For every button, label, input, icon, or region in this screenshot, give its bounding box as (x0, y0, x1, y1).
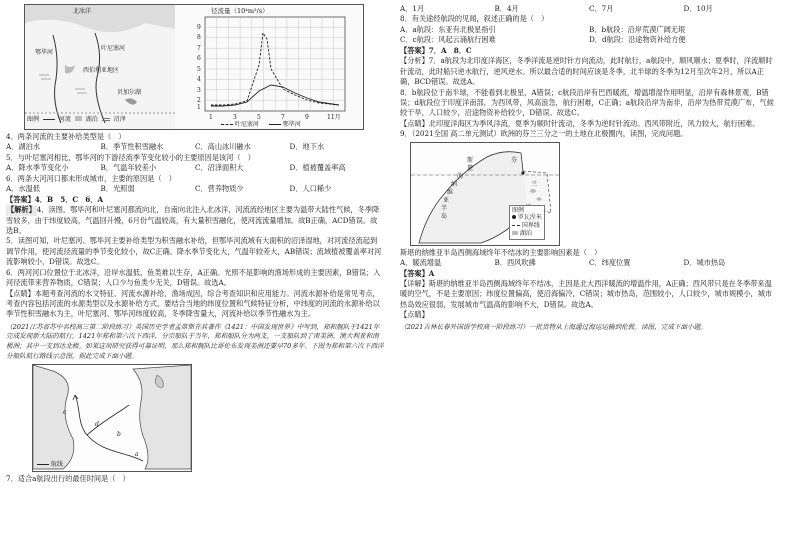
option[interactable]: B．光照弱 (100, 184, 135, 194)
y-tick: 5 (197, 66, 201, 73)
map-label: 兰 (531, 180, 538, 188)
map-label: 亚 (443, 196, 450, 204)
analysis-text: 5．读图可知，叶尼塞河、鄂毕河主要补给类型为积雪融水补给，但鄂毕河流域有大面积的沼泽湿地，对河流径流起到调节作用，使河流径流量的季节变化较小，故C正确。降水季节变化大，气温年较差大，AB错误；流域植被覆盖率对河流影响较小，D错误。故选C。 (6, 236, 382, 267)
y-tick: 1 (197, 104, 201, 111)
question-4-options (6, 142, 384, 152)
option[interactable]: D．植被覆盖率高 (289, 163, 346, 173)
map-label: 芬 (511, 156, 518, 164)
figure-route-map (32, 364, 192, 472)
y-tick: 8 (197, 34, 201, 41)
question-7: 7．适合a航段出行的最佳时间是（ ） (6, 474, 130, 484)
map-label: 北冰洋 (73, 8, 92, 15)
analysis-text: 【详解】斯堪的纳维亚半岛西侧海域终年不结冰，主因是北大西洋暖流的增温作用，A正确；西风带只是在冬季带来温暖的空气，不是主要原因；纬度位置偏高，使沿海偏冷，C错误；城市热岛，范围较小，人口较少，城市规模小，城市热岛效应很弱，发展城市气温高的影响不大，D错误。故选A。 (400, 279, 773, 309)
map-legend: 图例 河流 湖泊 沼泽 (27, 116, 126, 123)
option[interactable]: C．沼泽面积大 (195, 163, 244, 173)
map-label: 半 (441, 204, 448, 212)
x-tick: 3 (233, 114, 237, 121)
route-legend: 航线 (37, 461, 63, 470)
question-7-options (400, 4, 778, 14)
x-tick: 5 (257, 114, 261, 121)
option[interactable]: D．城市热岛 (683, 258, 726, 268)
option[interactable]: A．暖流增温 (400, 258, 442, 268)
figure-scandinavia-map (410, 142, 560, 246)
analysis-text: 【分析】7．a航段为北印度洋海区，冬季洋流是逆时针方向流动，此时航行，a航段中，顺风顺水；夏季时，洋流顺时针流动，此时船只逆水航行，逆风逆水。所以最合适的时间应该是冬季，北半球的冬季为12月至次年2月，所以A正确，BCD错误。故选A。 (400, 56, 773, 87)
hydrograph (175, 5, 365, 129)
answer-block: 【答案】4．B 5．C 6．A (6, 194, 104, 204)
map-label: 斯 (467, 156, 474, 164)
map-label: 纳 (451, 180, 458, 188)
map-label: 维 (447, 188, 454, 196)
option[interactable]: C．7月 (589, 4, 614, 13)
passage-intro: （2021江苏省苏中名校高三第二阶段练习）英国历史学者孟席斯在其著作《1421：中国发现世界》中写到，郑和舰队于1421年完成发现新大陆的航行。1421年郑和第六次下西洋，分宗船队于当年，郑和船队分为两支，一支船队到了南美洲、澳大利亚和南极洲；其中一支到达北极。如果这项研究获得可靠证明，那么郑和舰队比哥伦布发现美洲还要早70多年。下图为郑和第六次下西洋分船队航行路线示意图，据此完成下面小题。 (6, 322, 384, 360)
y-tick: 7 (197, 45, 201, 52)
left-column (6, 4, 384, 485)
option[interactable]: A．降水季节变化小 (6, 163, 69, 173)
right-column (400, 4, 778, 332)
question-5-options (6, 163, 384, 173)
map-label: 堪 (467, 164, 474, 172)
question-9-stem: 斯堪的纳维亚半岛西侧海域终年不结冰的主要影响因素是（ ） (400, 247, 602, 257)
option[interactable]: D．d航段：沿途物资补给方便 (589, 35, 686, 45)
x-tick: 1 (209, 114, 213, 121)
route-label: c (63, 409, 67, 417)
option[interactable]: D．人口稀少 (289, 184, 332, 194)
option[interactable]: B．b航段：沿岸荒漠广阔无垠 (589, 24, 686, 34)
map-label: 岛 (441, 212, 448, 220)
map-label: 鄂毕河 (35, 49, 54, 56)
question-8: 8．有关途经航段的见闻，叙述正确的是（ ） (400, 14, 549, 24)
chart-title: 径流量（10⁴m³/s） (211, 7, 269, 15)
option[interactable]: B．季节性积雪融水 (100, 142, 164, 152)
x-tick: 9 (305, 114, 309, 121)
map-label: 西伯利亚地区 (83, 67, 120, 74)
x-tick: 11月 (327, 114, 341, 121)
option[interactable]: C．纬度位置 (589, 258, 631, 268)
map-label: 贝加尔湖 (117, 89, 142, 96)
question-4: 4．两条河流的主要补给类型是（ ） (6, 132, 126, 141)
x-tick: 7 (281, 114, 285, 121)
option[interactable]: D．10月 (683, 4, 713, 13)
option[interactable]: A．湖泊水 (6, 142, 40, 152)
tips-block: 【点睛】本题考查河流的水文特征、河流水源补给，渔场成因，综合考查知识和应用能力。河流水源补给是常见考点，考查内容包括河流的水源类型以及水源补给方式，要结合当地的纬度位置和气候特征分析，中纬度的河流的水源补给以季节性积雪融水为主，叶尼塞河、鄂毕河纬度较高，冬季降雪量大，河流补给以季节性融水为主。 (6, 288, 380, 319)
option[interactable]: A．水温低 (6, 184, 40, 194)
question-8-options (400, 35, 778, 45)
option[interactable]: A．1月 (400, 4, 425, 13)
answer-block: 【答案】A (400, 268, 435, 278)
option[interactable]: B．气温年较差小 (100, 163, 157, 173)
question-6-options (6, 184, 384, 194)
option[interactable]: B．4月 (494, 4, 519, 13)
analysis-block (6, 205, 384, 236)
y-tick: 4 (197, 76, 201, 83)
route-label: d (95, 421, 99, 429)
tips-block: 【点睛】 (400, 310, 429, 320)
option[interactable]: A．a航段：东亚有北极星指引 (400, 24, 496, 34)
question-8-options (400, 25, 778, 35)
question-9-options (400, 258, 778, 268)
ocean-route-map (33, 365, 191, 471)
series-legend: 叶尼塞河 鄂毕河 (221, 121, 301, 130)
y-tick: 9 (197, 24, 201, 31)
option[interactable]: C．c航段：风起云涌航行困难 (400, 35, 496, 45)
tips-block: 【点睛】北印度洋海区为季风洋流，夏季为顺时针流动，冬季为逆时针流动。西风带附近，风力较大，航行困难。 (400, 118, 760, 128)
route-label: a (135, 451, 139, 459)
figure-map-hydrograph (24, 4, 364, 130)
map-label: 叶尼塞河 (101, 45, 126, 52)
map-label: 的 (457, 172, 464, 180)
map-legend: 图例 罗瓦涅米 国界线 湖泊 (509, 205, 545, 240)
option[interactable]: C．营养物质少 (195, 184, 244, 194)
analysis-heading: 【解析】 (7, 205, 36, 215)
option[interactable]: B．西风吹拂 (494, 258, 536, 268)
question-9: 9．（2021全国 高二单元测试）欧洲的芬兰三分之一的土地在北极圈内，读图，完成问题。 (400, 129, 688, 139)
analysis-text: 8．b航段位于南半球，不能看到北极星，A错误；c航段沿岸有巴西暖流，增温增湿作用明显，沿岸有森林景观，B错误；d航段位于印度洋南部，为西风带，风高浪急，航行困难，C正确；a航段沿岸为南非，沿岸为热带荒漠广布，气候较干旱，人口较少，沿途物资补给较少，D错误。故选C。 (400, 87, 774, 118)
y-tick: 6 (197, 55, 201, 62)
option[interactable]: C．高山冰川融水 (195, 142, 251, 152)
question-5: 5．与叶尼塞河相比，鄂毕河的下游径流季节变化较小的主要原因是该河（ ） (6, 152, 255, 162)
answer-block: 【答案】7．A 8．C (400, 45, 472, 55)
analysis-text: 4．读图，鄂毕河和叶尼塞河都流向北，自南向北注入北冰洋，河流流经地区主要为温带大陆性气候，冬季降雪较多，由于纬度较高，气温回升慢，6月份气温较高，有大量积雪融化，使河流流量增加。故B正确，ACD错误。故选B。 (6, 205, 380, 235)
y-tick: 2 (197, 97, 201, 104)
route-label: b (117, 431, 121, 439)
question-6: 6．两条大河河口都未形成城市，主要的原因是（ ） (6, 173, 176, 183)
passage-intro: （2021吉林长春外国语学校高一阶段练习）一批货物从上海通过海运运输到伦敦。读图，完成下面小题。 (400, 322, 707, 331)
option[interactable]: D．地下水 (289, 142, 325, 152)
y-tick: 3 (197, 87, 201, 94)
analysis-text: 6．两河河口位置位于北冰洋，沿岸水温低，鱼类难以生存，A正确。光照不是影响的渔场形成的主要因素，B错误；入河径流带来营养物质，C错误；人口少与鱼类少无关，D错误。故选A。 (6, 267, 381, 288)
